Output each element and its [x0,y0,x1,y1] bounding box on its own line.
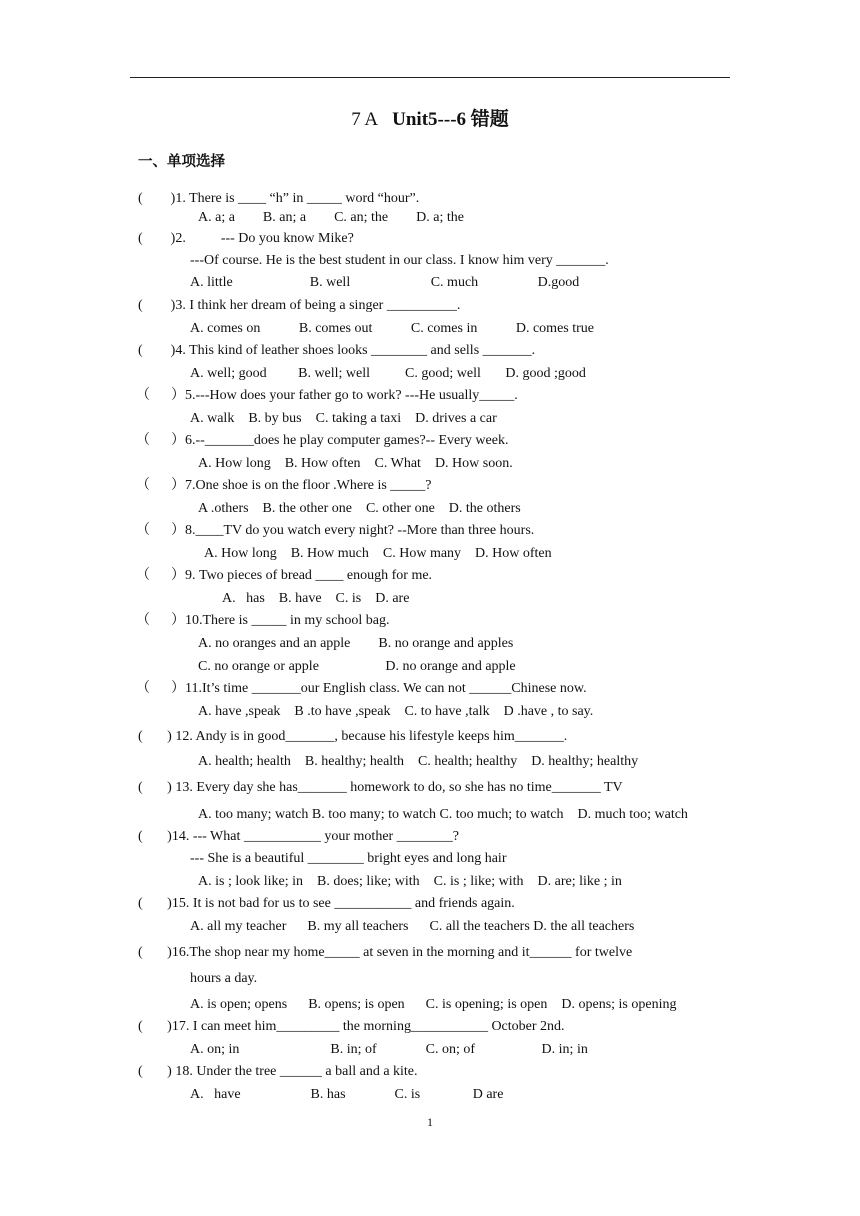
question-line: ( )1. There is ____ “h” in _____ word “hour”. [138,191,420,206]
question-line: （ ）7.One shoe is on the floor .Where is _____? [136,478,432,493]
options-line: A. is ; look like; in B. does; like; with C. is ; like; with D. are; like ; in [198,874,622,889]
options-line: A. too many; watch B. too many; to watch C. too much; to watch D. much too; watch [198,807,688,822]
question-line: ( ) 13. Every day she has_______ homework to do, so she has no time_______ TV [138,780,623,795]
options-line: A. walk B. by bus C. taking a taxi D. drives a car [190,411,497,426]
header-rule [130,77,730,78]
question-line: ( )14. --- What ___________ your mother ________? [138,829,459,844]
question-line: （ ）8.____TV do you watch every night? --More than three hours. [136,523,535,538]
question-line: （ ）5.---How does your father go to work? ---He usually_____. [136,388,518,403]
question-line: ( )2. --- Do you know Mike? [138,231,354,246]
options-line: A. well; good B. well; well C. good; well D. good ;good [190,366,586,381]
question-line: hours a day. [190,971,258,986]
question-line: ( )15. It is not bad for us to see ___________ and friends again. [138,896,515,911]
options-line: A. on; in B. in; of C. on; of D. in; in [190,1042,588,1057]
question-line: ---Of course. He is the best student in our class. I know him very _______. [190,253,609,268]
page-number: 1 [427,1115,433,1129]
options-line: A. has B. have C. is D. are [222,591,410,606]
question-line: ( )16.The shop near my home_____ at seven in the morning and it______ for twelve [138,945,633,960]
options-line: A. is open; opens B. opens; is open C. is opening; is open D. opens; is opening [190,997,677,1012]
options-line: A. have B. has C. is D are [190,1087,504,1102]
options-line: A. little B. well C. much D.good [190,275,580,290]
options-line: A. a; a B. an; a C. an; the D. a; the [198,210,464,225]
options-line: A .others B. the other one C. other one D. the others [198,501,521,516]
question-line: （ ）10.There is _____ in my school bag. [136,613,390,628]
question-line: --- She is a beautiful ________ bright eyes and long hair [190,851,507,866]
options-line: C. no orange or apple D. no orange and apple [198,659,516,674]
title-main: Unit5---6 错题 [392,109,509,130]
question-line: ( )3. I think her dream of being a singer __________. [138,298,461,313]
page-title [0,104,860,131]
options-line: A. no oranges and an apple B. no orange and apples [198,636,514,651]
options-line: A. comes on B. comes out C. comes in D. comes true [190,321,595,336]
options-line: A. How long B. How much C. How many D. How often [204,546,552,561]
options-line: A. have ,speak B .to have ,speak C. to have ,talk D .have , to say. [198,704,594,719]
question-line: ( )17. I can meet him_________ the morning___________ October 2nd. [138,1019,565,1034]
question-line: ( )4. This kind of leather shoes looks ________ and sells _______. [138,343,536,358]
options-line: A. health; health B. healthy; health C. health; healthy D. healthy; healthy [198,754,639,769]
question-line: ( ) 12. Andy is in good_______, because his lifestyle keeps him_______. [138,729,568,744]
section-heading: 一、单项选择 [138,154,225,170]
question-line: ( ) 18. Under the tree ______ a ball and a kite. [138,1064,418,1079]
options-line: A. How long B. How often C. What D. How soon. [198,456,513,471]
title-prefix: 7 A [351,109,379,130]
question-line: （ ）6.--_______does he play computer games?-- Every week. [136,433,509,448]
question-line: （ ）11.It’s time _______our English class. We can not ______Chinese now. [136,681,587,696]
question-line: （ ）9. Two pieces of bread ____ enough for me. [136,568,433,583]
options-line: A. all my teacher B. my all teachers C. all the teachers D. the all teachers [190,919,635,934]
